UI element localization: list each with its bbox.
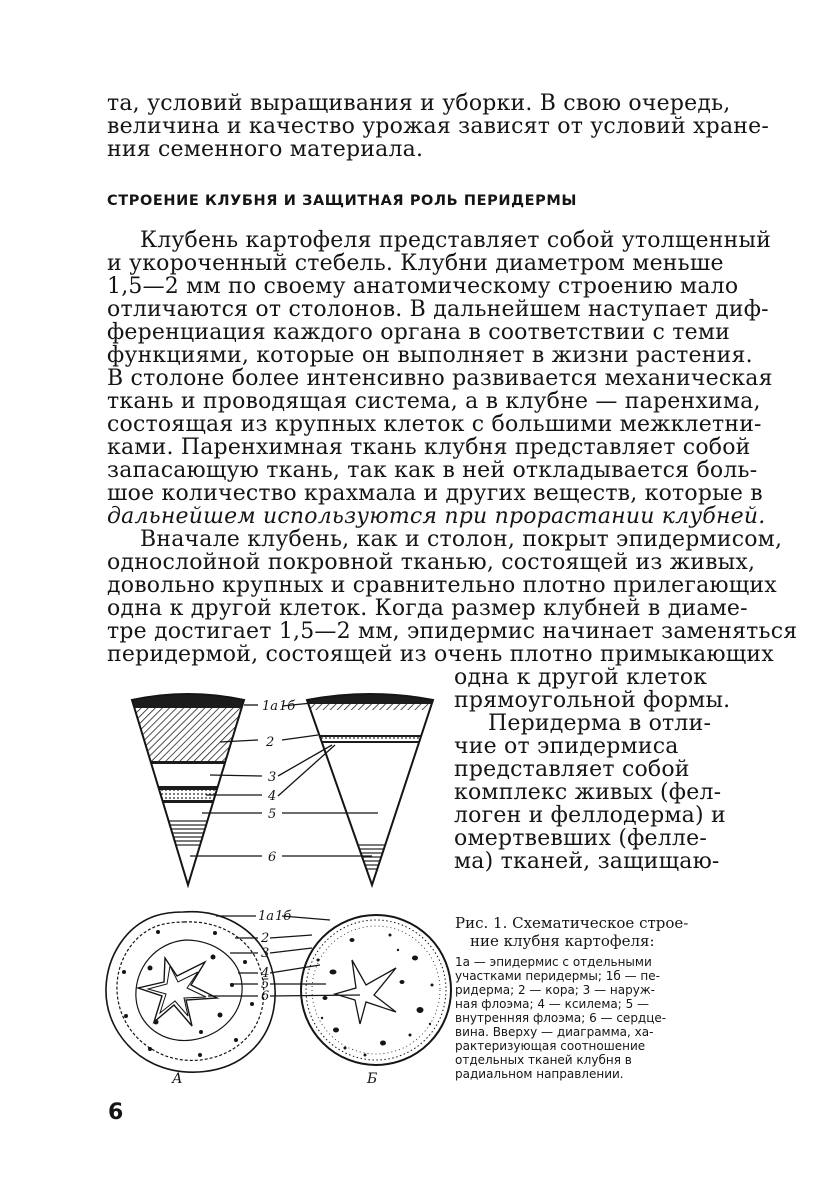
p1-line: ткань и проводящая система, а в клубне — паренхима,: [107, 389, 761, 414]
label-a: А: [172, 1071, 183, 1087]
caption-body-line: ридерма; 2 — кора; 3 — наруж-: [455, 983, 655, 997]
p1-line: Клубень картофеля представляет собой утолщенный: [140, 228, 772, 253]
right-col-line: ма) тканей, защищаю-: [454, 849, 720, 874]
bottom-leaders: [208, 916, 360, 996]
caption-body-line: 1а — эпидермис с отдельными: [455, 955, 652, 969]
p1-line: запасающую ткань, так как в ней откладывается боль-: [107, 458, 758, 483]
label-1a-bottom: 1а: [258, 909, 275, 924]
label-6-top: 6: [268, 850, 277, 865]
caption-title-line: Рис. 1. Схематическое строе-: [455, 914, 689, 932]
p2-line: перидермой, состоящей из очень плотно примыкающих: [107, 642, 774, 667]
label-3-top: 3: [268, 770, 277, 785]
label-4-bottom: 4: [261, 966, 270, 981]
label-b: Б: [367, 1071, 378, 1087]
label-1a-top: 1а: [262, 699, 279, 714]
p1-line: функциями, которые он выполняет в жизни растения.: [107, 343, 753, 368]
p2-line: однослойной покровной тканью, состоящей из живых,: [107, 550, 756, 575]
intro-line-3: ния семенного материала.: [107, 137, 424, 162]
right-col-line: омертвевших (фелле-: [454, 826, 707, 851]
label-5-top: 5: [268, 807, 277, 822]
p1-line: шое количество крахмала и других веществ, которые в: [107, 481, 763, 506]
right-col-line: прямоугольной формы.: [454, 688, 731, 713]
p2-line: одна к другой клеток. Когда размер клубней в диаме-: [107, 596, 748, 621]
label-2-bottom: 2: [261, 931, 270, 946]
label-1b-top: 1б: [279, 699, 296, 714]
right-col-line: чие от эпидермиса: [454, 734, 679, 759]
caption-body-line: участками перидермы; 1б — пе-: [455, 969, 660, 983]
right-col-line: одна к другой клеток: [454, 665, 708, 690]
caption-body-line: радиальном направлении.: [455, 1067, 624, 1081]
p2-line: Вначале клубень, как и столон, покрыт эпидермисом,: [140, 527, 783, 552]
right-col-line: представляет собой: [454, 757, 690, 782]
p2-line: довольно крупных и сравнительно плотно прилегающих: [107, 573, 777, 598]
p1-line-italic: дальнейшем используются при прорастании клубней.: [107, 504, 766, 529]
section-heading: СТРОЕНИЕ КЛУБНЯ И ЗАЩИТНАЯ РОЛЬ ПЕРИДЕРМЫ: [107, 193, 578, 209]
page-number: 6: [108, 1100, 124, 1125]
p2-line: тре достигает 1,5—2 мм, эпидермис начинает заменяться: [107, 619, 798, 644]
label-5-bottom: 5: [261, 977, 270, 992]
top-labels: [262, 699, 295, 865]
right-col-line: логен и феллодерма) и: [454, 803, 726, 828]
label-1b-bottom: 1б: [275, 909, 292, 924]
p1-line: В столоне более интенсивно развивается механическая: [107, 366, 773, 391]
p1-line: ференциация каждого органа в соответствии с теми: [107, 320, 731, 345]
p1-line: 1,5—2 мм по своему анатомическому строению мало: [107, 274, 739, 299]
label-2-top: 2: [266, 735, 275, 750]
caption-body-line: ная флоэма; 4 — ксилема; 5 —: [455, 997, 650, 1011]
label-4-top: 4: [268, 789, 277, 804]
intro-line-1: та, условий выращивания и уборки. В свою очередь,: [107, 91, 731, 116]
caption-body-line: рактеризующая соотношение: [455, 1039, 646, 1053]
p1-line: состоящая из крупных клеток с большими межклетни-: [107, 412, 762, 437]
cross-section-b: [301, 915, 451, 1087]
label-3-bottom: 3: [261, 946, 270, 961]
caption-title-line: ние клубня картофеля:: [470, 932, 655, 950]
caption-body-line: отдельных тканей клубня в: [455, 1053, 632, 1067]
intro-line-2: величина и качество урожая зависят от условий хране-: [107, 114, 769, 139]
caption-body-line: вина. Вверху — диаграмма, ха-: [455, 1025, 654, 1039]
label-6-bottom: 6: [261, 989, 270, 1004]
right-col-line: комплекс живых (фел-: [454, 780, 722, 805]
p1-line: отличаются от столонов. В дальнейшем наступает диф-: [107, 297, 769, 322]
right-col-line: Перидерма в отли-: [488, 711, 712, 736]
p1-line: ками. Паренхимная ткань клубня представляет собой: [107, 435, 751, 460]
caption-body-line: внутренняя флоэма; 6 — сердце-: [455, 1011, 667, 1025]
p1-line: и укороченный стебель. Клубни диаметром меньше: [107, 251, 724, 276]
